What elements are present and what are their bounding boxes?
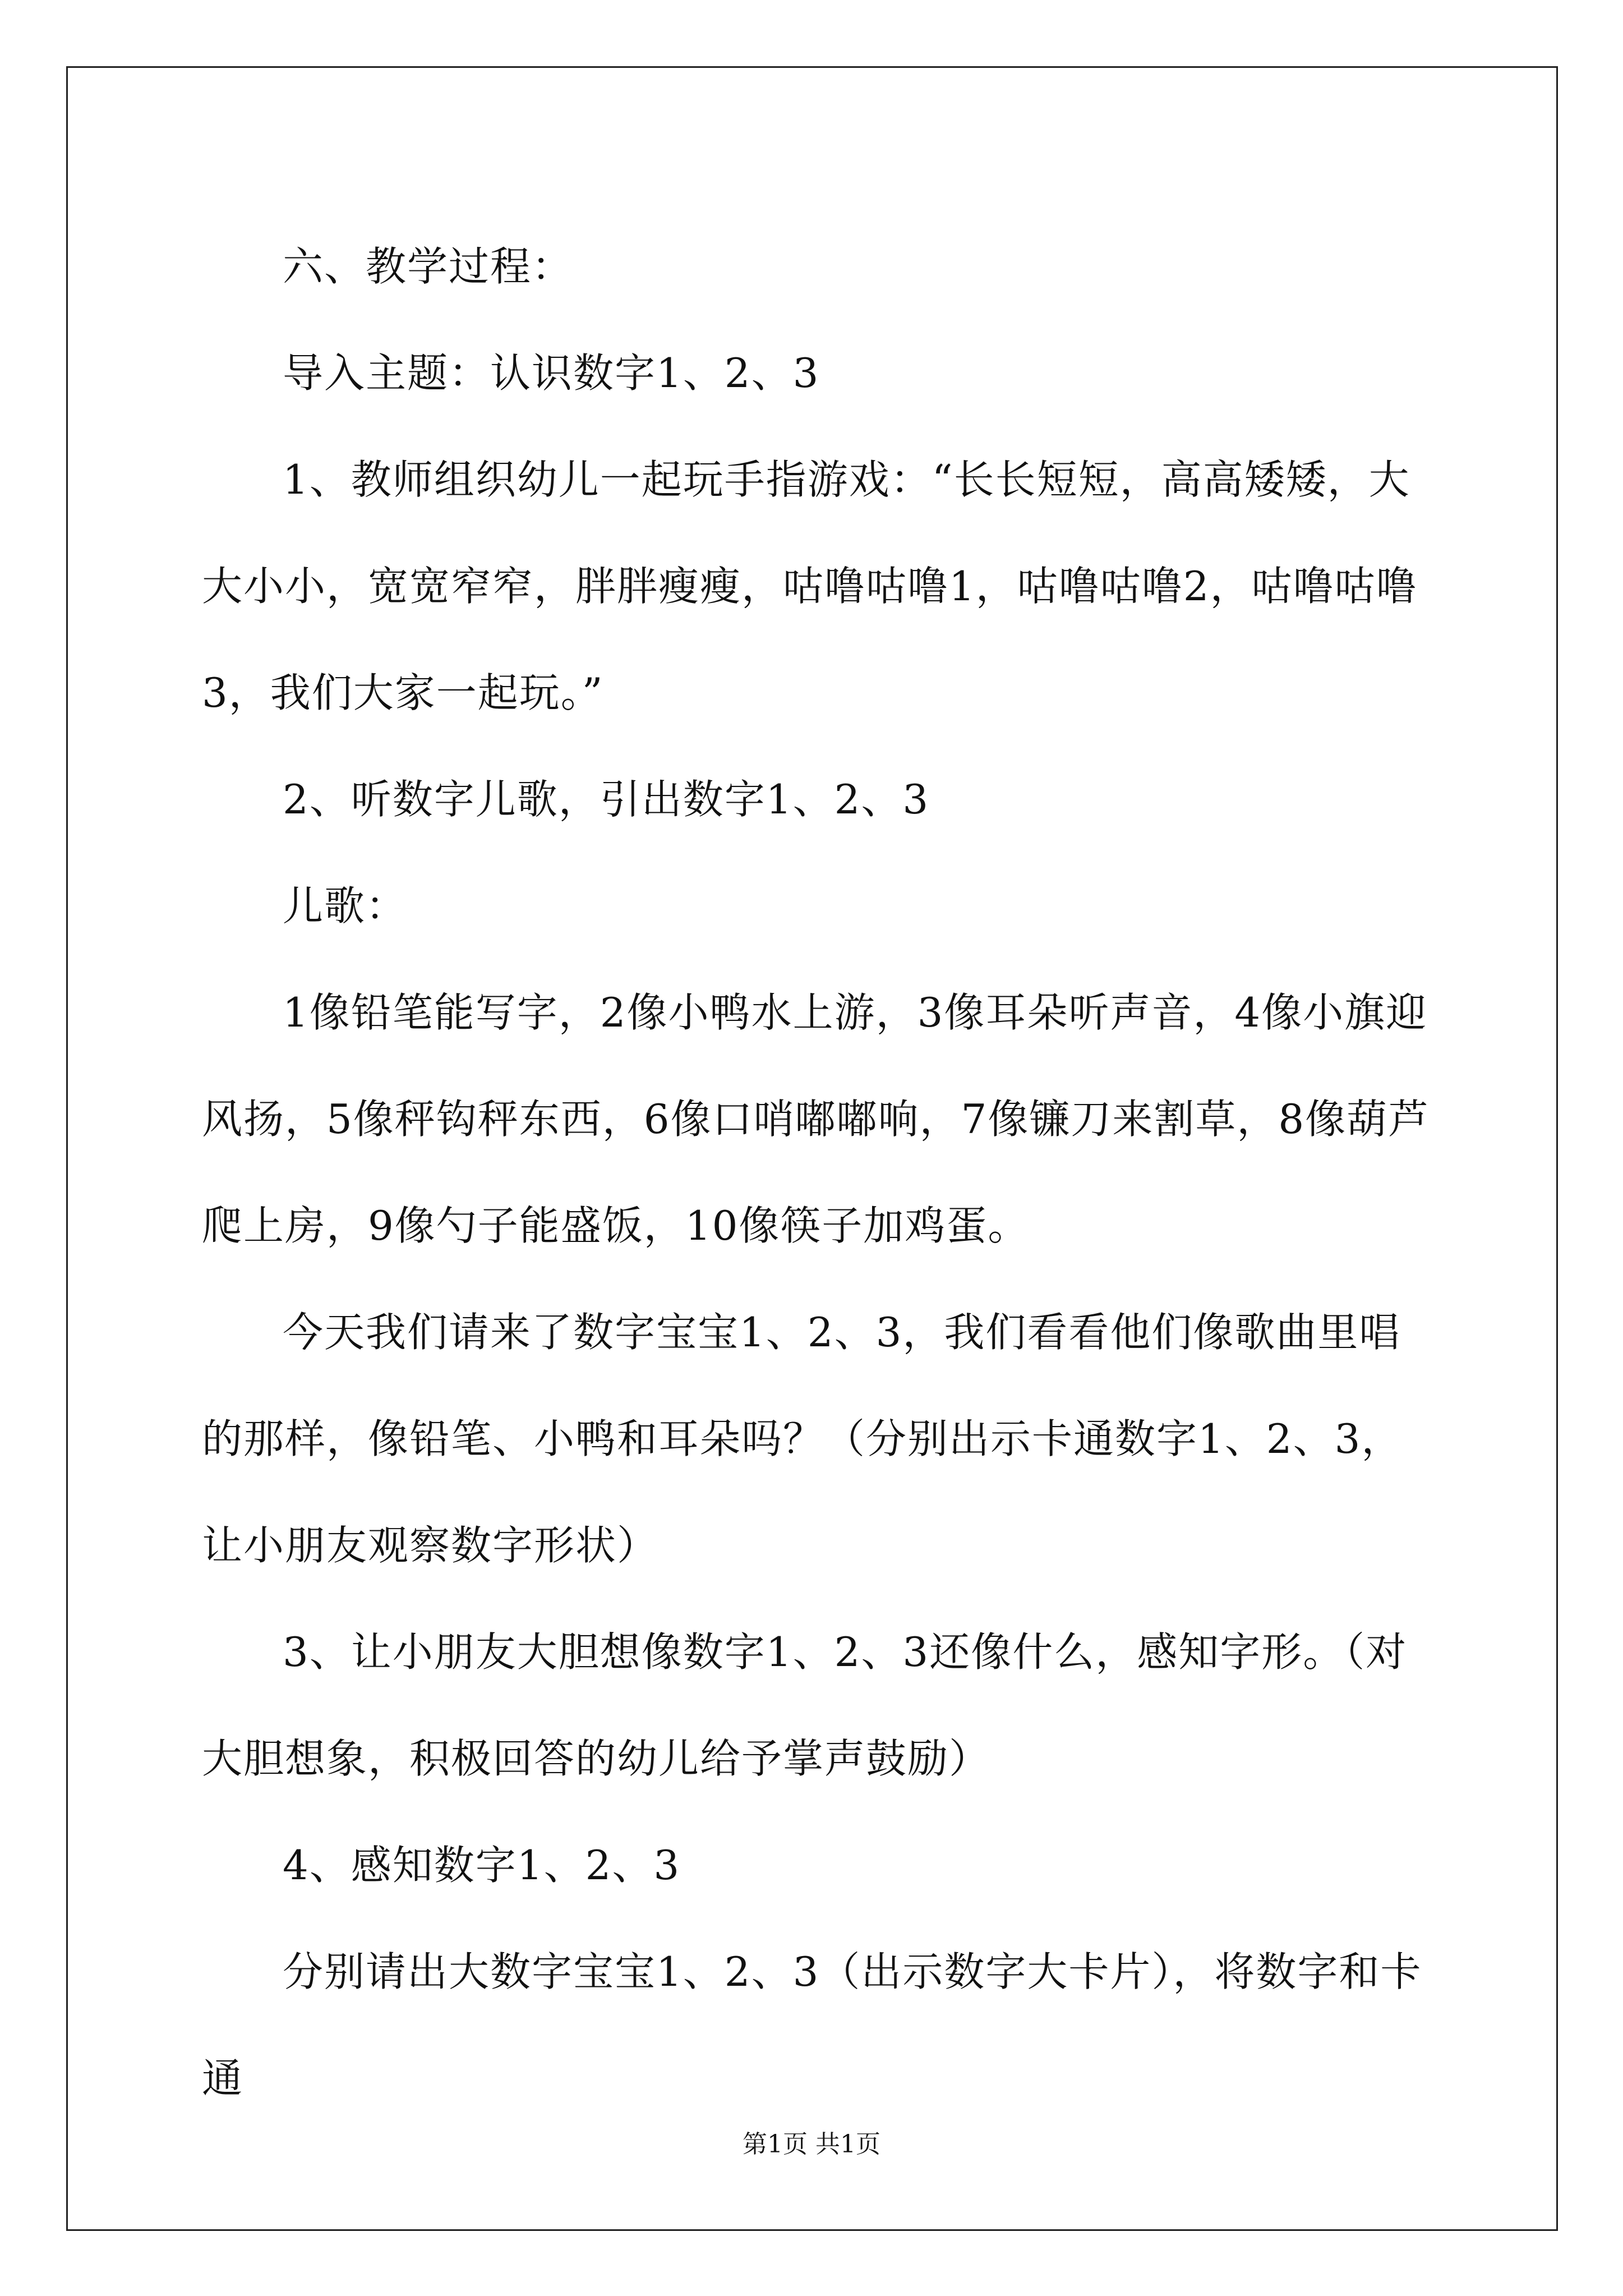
paragraph-topic: 导入主题：认识数字1、2、3 xyxy=(283,349,820,397)
page-footer: 第1页 共1页 xyxy=(743,2130,880,2159)
paragraph-song-label: 儿歌： xyxy=(283,882,408,930)
paragraph-step-4: 4、感知数字1、2、3 xyxy=(283,1842,681,1889)
paragraph-big-cards: 分别请出大数字宝宝1、2、3（出示数字大卡片），将数字和卡通 xyxy=(202,1948,1422,2102)
paragraph-song-lyrics: 1像铅笔能写字，2像小鸭水上游，3像耳朵听声音，4像小旗迎风扬，5像秤钩秤东西，6像口哨嘟嘟响，7像镰刀来割草，8像葫芦爬上房，9像勺子能盛饭，10像筷子加鸡蛋。 xyxy=(202,989,1430,1249)
paragraph-step-2: 2、听数字儿歌，引出数字1、2、3 xyxy=(283,776,930,823)
paragraph-step-3: 3、让小朋友大胆想像数字1、2、3还像什么，感知字形。（对大胆想象，积极回答的幼儿给予掌声鼓励） xyxy=(202,1628,1408,1782)
paragraph-step-1: 1、教师组织幼儿一起玩手指游戏：“长长短短，高高矮矮，大大小小，宽宽窄窄，胖胖瘦瘦，咕噜咕噜1，咕噜咕噜2，咕噜咕噜3，我们大家一起玩。” xyxy=(202,456,1418,716)
paragraph-section-heading: 六、教学过程： xyxy=(283,243,574,290)
paragraph-introduce-numbers: 今天我们请来了数字宝宝1、2、3，我们看看他们像歌曲里唱的那样，像铅笔、小鸭和耳朵吗？（分别出示卡通数字1、2、3，让小朋友观察数字形状） xyxy=(202,1309,1403,1569)
document-body xyxy=(202,213,1430,2132)
